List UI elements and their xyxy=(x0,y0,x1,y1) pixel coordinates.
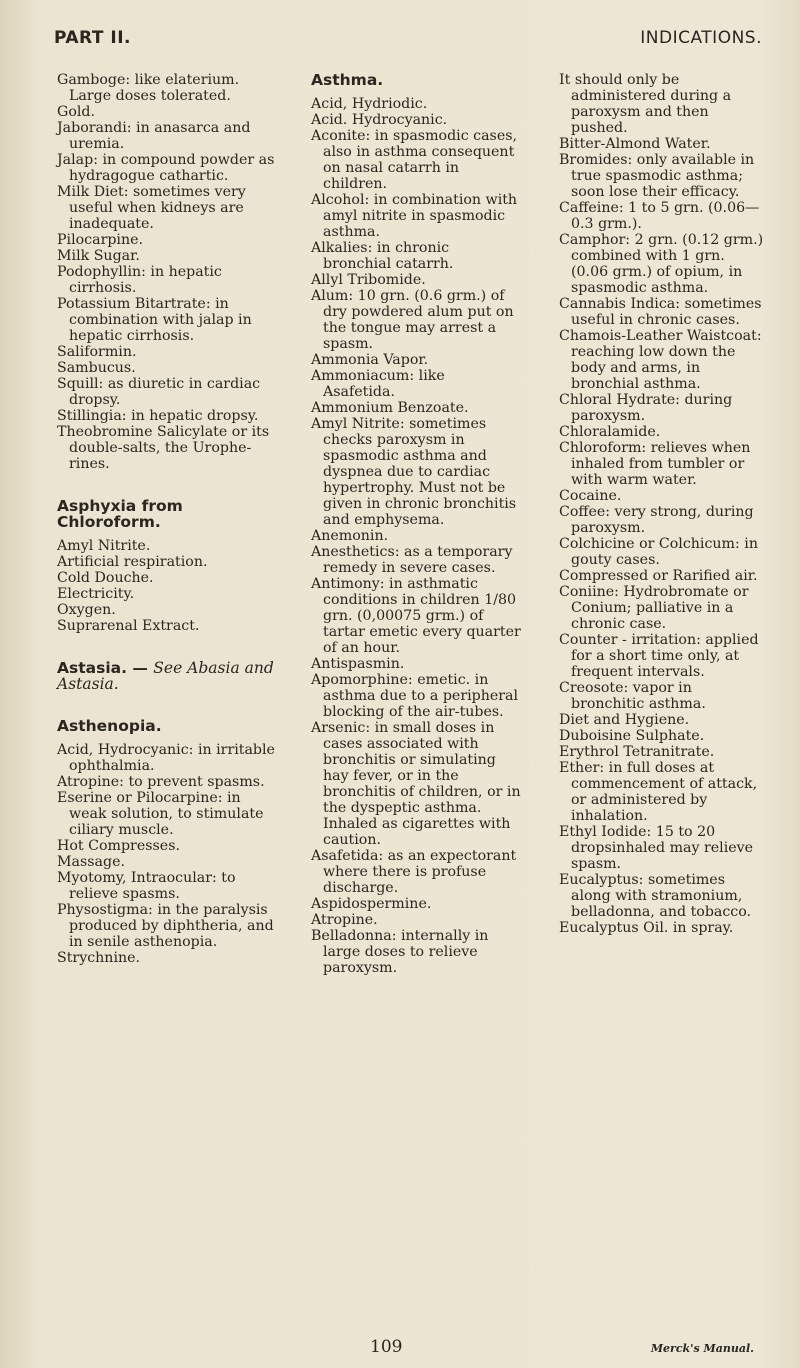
entry: Arsenic: in small doses in cases associated with bronchitis or simulating hay fever, or in the bronchitis of children, or in the dyspeptic asthma. Inhaled as cigarettes with caution. xyxy=(311,720,521,848)
entry: Bitter-Almond Water. xyxy=(559,136,711,152)
entry: Suprarenal Extract. xyxy=(57,618,200,634)
entry: Aspidospermine. xyxy=(311,896,432,912)
entry: Atropine. xyxy=(311,912,378,928)
entry: Amyl Nitrite. xyxy=(57,538,151,554)
entry: Electricity. xyxy=(57,586,135,602)
column-3 xyxy=(559,72,764,936)
entry: Chloroform: relieves when inhaled from tumbler or with warm water. xyxy=(559,440,751,488)
entry: Oxygen. xyxy=(57,602,116,618)
entry: Antimony: in asthmatic conditions in children 1/80 grn. (0,00075 grm.) of tartar emetic every quarter of an hour. xyxy=(311,576,521,656)
entry: Podophyllin: in hepatic cirrhosis. xyxy=(57,264,222,296)
entry: Diet and Hygiene. xyxy=(559,712,690,728)
entry: Anesthetics: as a temporary remedy in severe cases. xyxy=(311,544,513,576)
entry: Cocaine. xyxy=(559,488,622,504)
column-1 xyxy=(57,72,277,966)
entry: Compressed or Rarified air. xyxy=(559,568,758,584)
entry: Coffee: very strong, during paroxysm. xyxy=(559,504,754,536)
entry: Ether: in full doses at commencement of attack, or administered by inhalation. xyxy=(559,760,758,824)
entry: Gamboge: like elaterium. Large doses tolerated. xyxy=(57,72,240,104)
entry: Hot Compresses. xyxy=(57,838,180,854)
entry: Physostigma: in the paralysis produced by diphtheria, and in senile asthenopia. xyxy=(57,902,274,950)
entry: Ammoniacum: like Asafetida. xyxy=(311,368,445,400)
entry: Milk Diet: sometimes very useful when kidneys are inadequate. xyxy=(57,184,246,232)
entry: Ammonia Vapor. xyxy=(311,352,429,368)
entry: Cannabis Indica: sometimes useful in chronic cases. xyxy=(559,296,762,328)
entry: Asafetida: as an expectorant where there is profuse discharge. xyxy=(311,848,517,896)
heading-asphyxia: Asphyxia from Chloroform. xyxy=(57,497,183,531)
entry: Duboisine Sulphate. xyxy=(559,728,705,744)
entry: Creosote: vapor in bronchitic asthma. xyxy=(559,680,706,712)
heading-astasia-label: Astasia. — xyxy=(57,659,148,677)
entry: Stillingia: in hepatic dropsy. xyxy=(57,408,259,424)
entry: Cold Douche. xyxy=(57,570,154,586)
entry: Amyl Nitrite: sometimes checks paroxysm in spasmodic asthma and dyspnea due to cardiac hypertrophy. Must not be given in chronic bronchitis and emphysema. xyxy=(311,416,517,528)
entry: Coniine: Hydrobromate or Conium; palliative in a chronic case. xyxy=(559,584,749,632)
entry: Acid. Hydrocyanic. xyxy=(311,112,448,128)
entry: Bromides: only available in true spasmodic asthma; soon lose their efficacy. xyxy=(559,152,755,200)
entry: Gold. xyxy=(57,104,96,120)
entry: Caffeine: 1 to 5 grn. (0.06—0.3 grm.). xyxy=(559,200,760,232)
heading-astasia xyxy=(57,660,277,692)
publisher-imprint: Merck's Manual. xyxy=(650,1342,754,1355)
entry: Squill: as diuretic in cardiac dropsy. xyxy=(57,376,261,408)
entry: Strychnine. xyxy=(57,950,141,966)
column-2 xyxy=(311,72,521,976)
entry: Chloral Hydrate: during paroxysm. xyxy=(559,392,733,424)
entry: Alkalies: in chronic bronchial catarrh. xyxy=(311,240,454,272)
entry: Anemonin. xyxy=(311,528,389,544)
heading-asthma: Asthma. xyxy=(311,71,384,89)
entry: Myotomy, Intraocular: to relieve spasms. xyxy=(57,870,236,902)
entry: Antispasmin. xyxy=(311,656,405,672)
entry: Alum: 10 grn. (0.6 grm.) of dry powdered alum put on the tongue may arrest a spasm. xyxy=(311,288,514,352)
entry: Allyl Tribomide. xyxy=(311,272,426,288)
entry: Apomorphine: emetic. in asthma due to a peripheral blocking of the air-tubes. xyxy=(311,672,519,720)
entry: Massage. xyxy=(57,854,125,870)
entry: It should only be administered during a paroxysm and then pushed. xyxy=(559,72,732,136)
entry: Eucalyptus Oil. in spray. xyxy=(559,920,734,936)
entry: Milk Sugar. xyxy=(57,248,140,264)
entry: Eucalyptus: sometimes along with stramonium, belladonna, and tobacco. xyxy=(559,872,752,920)
entry: Camphor: 2 grn. (0.12 grm.) combined with 1 grn. (0.06 grm.) of opium, in spasmodic asthma. xyxy=(559,232,764,296)
entry: Chamois-Leather Waistcoat: reaching low down the body and arms, in bronchial asthma. xyxy=(559,328,762,392)
entry: Acid, Hydrocyanic: in irritable ophthalmia. xyxy=(57,742,275,774)
entry: Potassium Bitartrate: in combination with jalap in hepatic cirrhosis. xyxy=(57,296,252,344)
entry: Counter - irritation: applied for a short time only, at frequent intervals. xyxy=(559,632,759,680)
running-head-part: PART II. xyxy=(54,28,132,48)
page-number: 109 xyxy=(370,1337,403,1357)
entry: Pilocarpine. xyxy=(57,232,144,248)
running-head-section: INDICATIONS. xyxy=(640,28,762,48)
entry: Artificial respiration. xyxy=(57,554,208,570)
entry: Colchicine or Colchicum: in gouty cases. xyxy=(559,536,758,568)
entry: Saliformin. xyxy=(57,344,137,360)
entry: Ethyl Iodide: 15 to 20 dropsinhaled may relieve spasm. xyxy=(559,824,754,872)
entry: Belladonna: internally in large doses to relieve paroxysm. xyxy=(311,928,489,976)
entry: Aconite: in spasmodic cases, also in asthma consequent on nasal catarrh in children. xyxy=(311,128,518,192)
entry: Atropine: to prevent spasms. xyxy=(57,774,265,790)
heading-asthenopia: Asthenopia. xyxy=(57,717,162,735)
entry: Ammonium Benzoate. xyxy=(311,400,469,416)
entry: Sambucus. xyxy=(57,360,136,376)
entry: Theobromine Salicylate or its double-salts, the Urophe-rines. xyxy=(57,424,270,472)
entry: Acid, Hydriodic. xyxy=(311,96,428,112)
entry: Alcohol: in combination with amyl nitrite in spasmodic asthma. xyxy=(311,192,518,240)
entry: Eserine or Pilocarpine: in weak solution, to stimulate ciliary muscle. xyxy=(57,790,264,838)
cross-reference: See Abasia and Astasia. xyxy=(57,659,274,693)
entry: Erythrol Tetranitrate. xyxy=(559,744,715,760)
entry: Jaborandi: in anasarca and uremia. xyxy=(57,120,251,152)
entry: Chloralamide. xyxy=(559,424,661,440)
entry: Jalap: in compound powder as hydragogue cathartic. xyxy=(57,152,275,184)
